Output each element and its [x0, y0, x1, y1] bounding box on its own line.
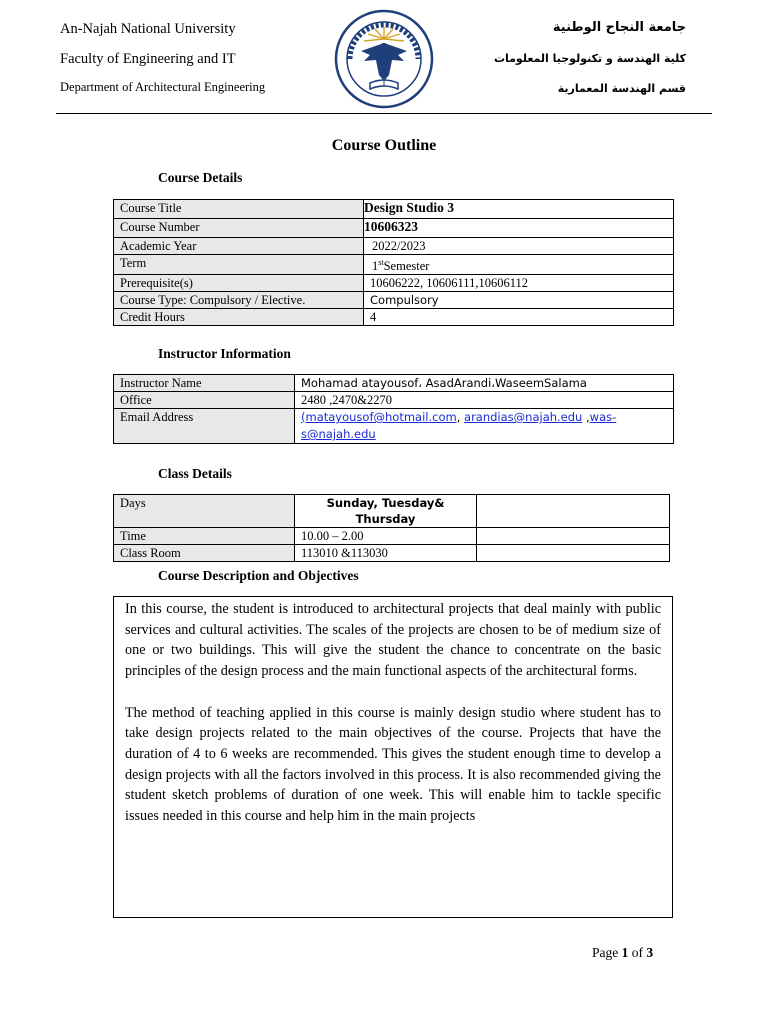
time-extra [477, 528, 670, 545]
course-title-value: Design Studio 3 [364, 200, 674, 219]
table-row [114, 275, 674, 292]
university-name-ar: جامعة النجاح الوطنية [552, 20, 686, 35]
university-seal-icon [334, 9, 434, 109]
document-title: Course Outline [331, 137, 437, 154]
header-divider [56, 113, 712, 114]
class-room-label: Class Room [114, 545, 295, 562]
section-heading-course-details: Course Details [158, 170, 243, 185]
instructor-name-value: Mohamad atayousof، AsadArandi،WaseemSalama [295, 375, 674, 392]
email-separator: , [456, 410, 465, 424]
class-room-extra [477, 545, 670, 562]
office-value: 2480 ,2470&2270 [295, 392, 674, 409]
class-details-table [113, 494, 670, 562]
instructor-table [113, 374, 674, 444]
days-value: Sunday, Tuesday& Thursday [295, 495, 477, 528]
description-paragraph-1: In this course, the student is introduced to architectural projects that deal mainly with public services and cultural activities. The scales of the projects are chosen to be of medium size of one or two buildings. This will give the student the chance to concentrate on the basic principles of the design process and the main functional aspects of the architectural forms. [125, 601, 661, 680]
department-name-en: Department of Architectural Engineering [60, 80, 266, 94]
days-label: Days [114, 495, 295, 528]
section-heading-class-details: Class Details [158, 466, 232, 481]
prerequisites-value: 10606222, 10606111,10606112 [364, 275, 674, 292]
table-row [114, 255, 674, 275]
course-type-label: Course Type: Compulsory / Elective. [114, 292, 364, 309]
faculty-name-ar: كلية الهندسة و تكنولوجيا المعلومات [493, 52, 686, 65]
course-number-value: 10606323 [364, 219, 674, 238]
page-number: Page 1 of 3 [592, 945, 654, 960]
academic-year-value: 2022/2023 [364, 238, 674, 255]
university-name-en: An-Najah National University [60, 21, 236, 37]
prerequisites-label: Prerequisite(s) [114, 275, 364, 292]
table-row [114, 392, 674, 409]
table-row [114, 292, 674, 309]
table-row [114, 200, 674, 219]
course-description-box [113, 596, 673, 918]
email-link-1[interactable]: matayousof@hotmail.com [305, 410, 457, 424]
credit-hours-label: Credit Hours [114, 309, 364, 326]
course-type-value: Compulsory [364, 292, 674, 309]
academic-year-label: Academic Year [114, 238, 364, 255]
table-row [114, 528, 670, 545]
course-number-label: Course Number [114, 219, 364, 238]
section-heading-instructor: Instructor Information [158, 346, 291, 361]
term-label: Term [114, 255, 364, 275]
course-title-label: Course Title [114, 200, 364, 219]
table-row [114, 495, 670, 528]
email-open-paren: ( [301, 410, 306, 424]
table-row [114, 545, 670, 562]
term-value: 1stSemester [364, 255, 674, 275]
email-separator: , [582, 410, 590, 424]
table-row [114, 309, 674, 326]
days-extra [477, 495, 670, 528]
description-paragraph-2: The method of teaching applied in this course is mainly design studio where student has to take design projects related to the main objectives of the course. Projects that have the duration of 4 to 6 weeks are recommended. This gives the student enough time to develop a design projects with all the factors involved in this process. It is also recommended giving the student sketch problems of duration of one week. This will enable him to tackle specific issues needed in this course and help him in the main projects [125, 704, 661, 825]
faculty-name-en: Faculty of Engineering and IT [60, 51, 236, 67]
email-link-3[interactable]: was-s@najah.edu [301, 410, 617, 441]
time-value: 10.00 – 2.00 [295, 528, 477, 545]
credit-hours-value: 4 [364, 309, 674, 326]
course-details-table [113, 199, 674, 326]
email-value [295, 409, 674, 444]
email-link-2[interactable]: arandias@najah.edu [464, 410, 583, 424]
table-row [114, 238, 674, 255]
table-row [114, 219, 674, 238]
email-label: Email Address [114, 409, 295, 444]
class-room-value: 113010 &113030 [295, 545, 477, 562]
time-label: Time [114, 528, 295, 545]
office-label: Office [114, 392, 295, 409]
instructor-name-label: Instructor Name [114, 375, 295, 392]
table-row [114, 375, 674, 392]
table-row [114, 409, 674, 444]
section-heading-description: Course Description and Objectives [158, 568, 359, 583]
department-name-ar: قسم الهندسة المعمارية [557, 82, 686, 95]
